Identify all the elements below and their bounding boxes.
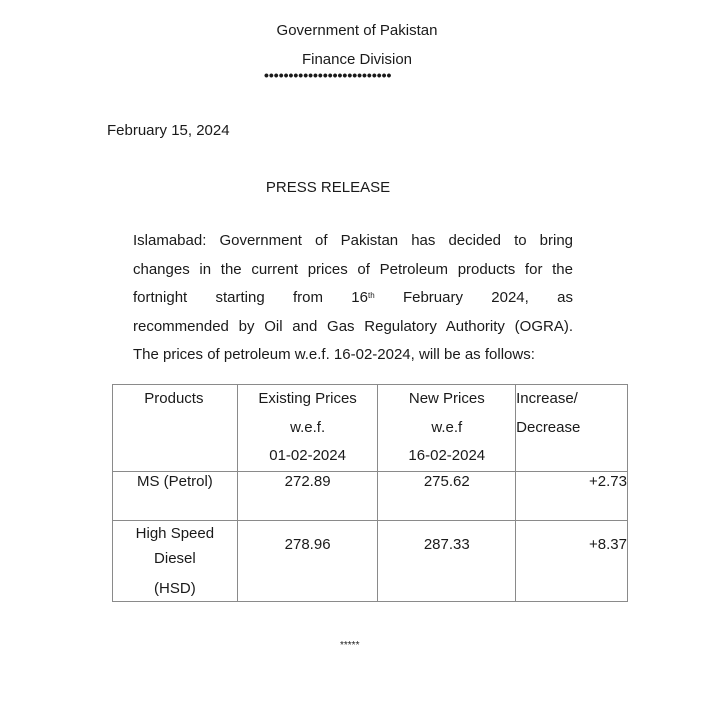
body-word: 2024, bbox=[491, 289, 529, 307]
day-number: 16 bbox=[351, 289, 368, 307]
body-line: changes in the current prices of Petroleum products for the bbox=[133, 260, 573, 278]
header-change-line2: Decrease bbox=[516, 418, 581, 436]
organization-name: Government of Pakistan bbox=[276, 22, 438, 39]
header-change-line1: Increase/ bbox=[516, 390, 578, 407]
body-word: February bbox=[402, 289, 463, 307]
header-products bbox=[113, 385, 238, 472]
end-mark: ***** bbox=[340, 640, 360, 651]
product-name-line3: (HSD) bbox=[154, 579, 196, 597]
header-existing-date: 01-02-2024 bbox=[269, 447, 346, 465]
body-word: from bbox=[293, 289, 323, 307]
header-existing-label: Existing Prices bbox=[258, 390, 357, 407]
header-change bbox=[516, 385, 628, 472]
body-line: recommended by Oil and Gas Regulatory Authority (OGRA). bbox=[133, 317, 573, 335]
product-name-line2: Diesel bbox=[154, 549, 196, 567]
existing-price: 278.96 bbox=[237, 520, 378, 601]
header-separator: •••••••••••••••••••••••••• bbox=[264, 70, 392, 80]
body-word: starting bbox=[215, 289, 265, 307]
body-line: Islamabad: Government of Pakistan has decided to bring bbox=[133, 232, 573, 249]
product-name-line1: High Speed bbox=[135, 524, 215, 542]
header-new-label: New Prices bbox=[408, 390, 485, 407]
body-line: The prices of petroleum w.e.f. 16-02-2024, will be as follows: bbox=[133, 346, 535, 364]
body-line bbox=[133, 284, 573, 313]
price-change: +2.73 bbox=[516, 471, 628, 520]
new-price: 275.62 bbox=[378, 471, 516, 520]
table-header-row bbox=[113, 385, 628, 472]
table-row bbox=[113, 471, 628, 520]
release-date: February 15, 2024 bbox=[107, 122, 230, 139]
division-name: Finance Division bbox=[301, 51, 413, 68]
header-products-label: Products bbox=[144, 390, 204, 407]
table-row bbox=[113, 520, 628, 601]
body-word: as bbox=[557, 289, 573, 307]
price-change: +8.37 bbox=[516, 520, 628, 601]
body-word: fortnight bbox=[133, 289, 188, 307]
ordinal-suffix: th bbox=[367, 291, 375, 301]
document-title: PRESS RELEASE bbox=[265, 179, 391, 196]
product-name bbox=[113, 520, 238, 601]
header-new-prices bbox=[378, 385, 516, 472]
new-price: 287.33 bbox=[378, 520, 516, 601]
price-table bbox=[112, 384, 628, 602]
existing-price: 272.89 bbox=[237, 471, 378, 520]
header-existing-wef: w.e.f. bbox=[290, 418, 326, 436]
press-release-body bbox=[133, 227, 573, 370]
header-new-wef: w.e.f bbox=[431, 418, 463, 436]
product-name: MS (Petrol) bbox=[113, 471, 238, 520]
header-new-date: 16-02-2024 bbox=[408, 447, 486, 465]
body-word bbox=[351, 284, 374, 313]
header-existing-prices bbox=[237, 385, 378, 472]
